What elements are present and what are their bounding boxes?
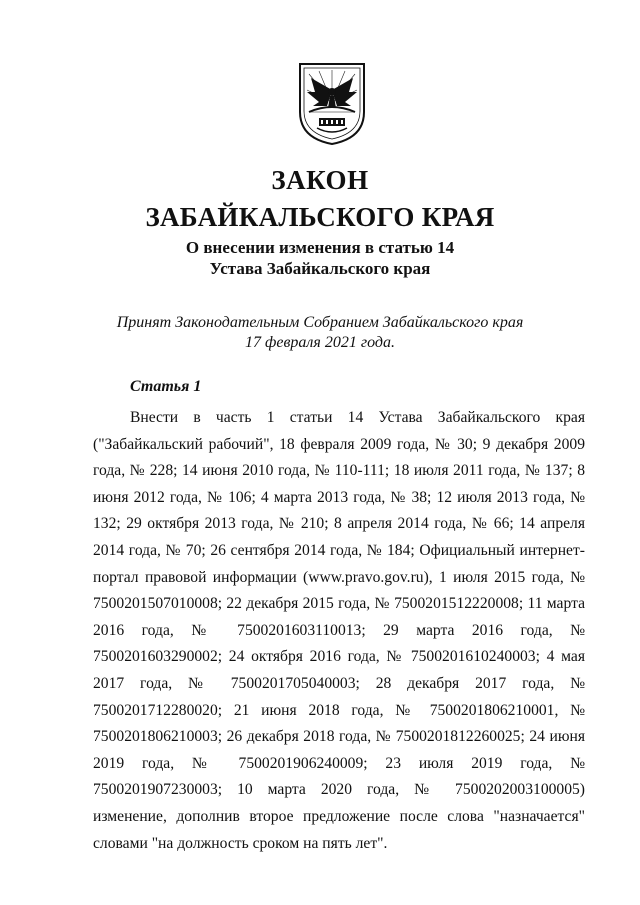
law-subject: [0, 237, 640, 279]
law-region: ЗАБАЙКАЛЬСКОГО КРАЯ: [145, 202, 495, 232]
adoption-note: [0, 313, 640, 353]
adoption-date: 17 февраля 2021 года.: [245, 334, 395, 351]
coat-of-arms-emblem: [297, 62, 367, 146]
subject-line-1: О внесении изменения в статью 14: [185, 238, 455, 257]
law-heading: ЗАКОН: [271, 165, 369, 195]
article-body: Внести в часть 1 статьи 14 Устава Забайкальского края ("Забайкальский рабочий", 18 февраля 2009 года, № 30; 9 декабря 2009 года, № 228; 14 июня 2010 года, № 110-111; 18 июля 2011 года, № 137; 8 июня 2012 года, № 106; 4 марта 2013 года, № 38; 12 июля 2013 года, № 132; 29 октября 2013 года, № 210; 8 апреля 2014 года, № 66; 14 апреля 2014 года, № 70; 26 сентября 2014 года, № 184; Официальный интернет-портал правовой информации (www.pravo.gov.ru), 1 июля 2015 года, № 7500201507010008; 22 декабря 2015 года, № 7500201512220008; 11 марта 2016 года, № 7500201603110013; 29 марта 2016 года, № 7500201603290002; 24 октября 2016 года, № 7500201610240003; 4 мая 2017 года, № 7500201705040003; 28 декабря 2017 года, № 7500201712280020; 21 июня 2018 года, № 7500201806210001, № 7500201806210003; 26 декабря 2018 года, № 7500201812260025; 24 июня 2019 года, № 7500201906240009; 23 июля 2019 года, № 7500201907230003; 10 марта 2020 года, № 7500202003100005) изменение, дополнив второе предложение после слова "назначается" словами "на должность сроком на пять лет".: [93, 409, 585, 852]
adoption-line-1: Принят Законодательным Собранием Забайкальского края: [116, 314, 524, 331]
subject-line-2: Устава Забайкальского края: [209, 259, 431, 278]
article-title: Статья 1: [130, 378, 202, 395]
coat-of-arms-icon: [297, 62, 367, 146]
